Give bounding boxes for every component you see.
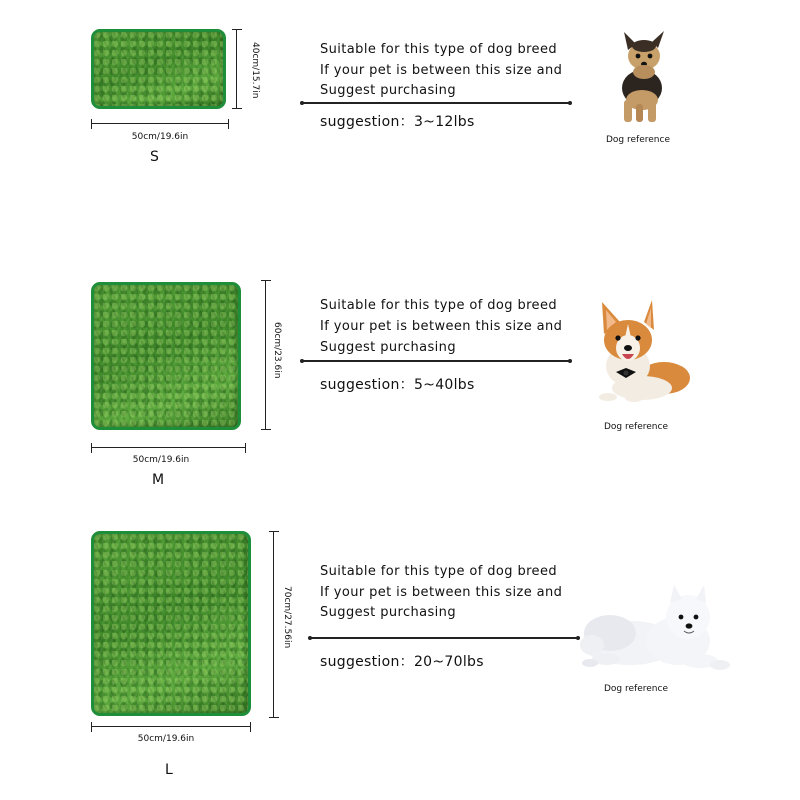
corgi-icon xyxy=(594,298,694,404)
description-line-3: Suggest purchasing xyxy=(320,605,456,620)
connector-line xyxy=(310,637,578,639)
description-line-2: If your pet is between this size and xyxy=(320,585,563,600)
height-dimension-line xyxy=(269,531,279,718)
width-dimension-line xyxy=(91,722,251,732)
grass-mat-small xyxy=(91,29,226,109)
width-dimension-label: 50cm/19.6in xyxy=(131,132,189,142)
size-letter: M xyxy=(152,472,165,488)
width-dimension-line xyxy=(91,443,246,453)
description-line-2: If your pet is between this size and xyxy=(320,63,563,78)
height-dimension-label: 70cm/27.56in xyxy=(282,586,292,649)
dog-reference-caption: Dog reference xyxy=(606,135,670,145)
description-line-3: Suggest purchasing xyxy=(320,83,456,98)
weight-suggestion: suggestion：20~70lbs xyxy=(320,654,484,670)
connector-line xyxy=(302,102,570,104)
width-dimension-line xyxy=(91,119,229,129)
height-dimension-label: 60cm/23.6in xyxy=(272,322,282,379)
weight-suggestion: suggestion：3~12lbs xyxy=(320,114,475,130)
grass-mat-medium xyxy=(91,282,241,430)
height-dimension-label: 40cm/15.7in xyxy=(250,42,260,99)
description-line-2: If your pet is between this size and xyxy=(320,319,563,334)
height-dimension-line xyxy=(261,280,271,430)
samoyed-icon xyxy=(580,585,734,675)
description-line-1: Suitable for this type of dog breed xyxy=(320,42,558,57)
weight-suggestion: suggestion：5~40lbs xyxy=(320,377,475,393)
size-letter: L xyxy=(165,762,173,778)
description-line-1: Suitable for this type of dog breed xyxy=(320,298,558,313)
description-line-1: Suitable for this type of dog breed xyxy=(320,564,558,579)
width-dimension-label: 50cm/19.6in xyxy=(132,455,190,465)
dog-reference-caption: Dog reference xyxy=(604,422,668,432)
description-line-3: Suggest purchasing xyxy=(320,340,456,355)
yorkshire-terrier-icon xyxy=(606,28,676,126)
connector-line xyxy=(302,360,570,362)
dog-reference-caption: Dog reference xyxy=(604,684,668,694)
size-letter: S xyxy=(150,149,159,165)
height-dimension-line xyxy=(232,29,242,109)
width-dimension-label: 50cm/19.6in xyxy=(137,734,195,744)
grass-mat-large xyxy=(91,531,251,716)
